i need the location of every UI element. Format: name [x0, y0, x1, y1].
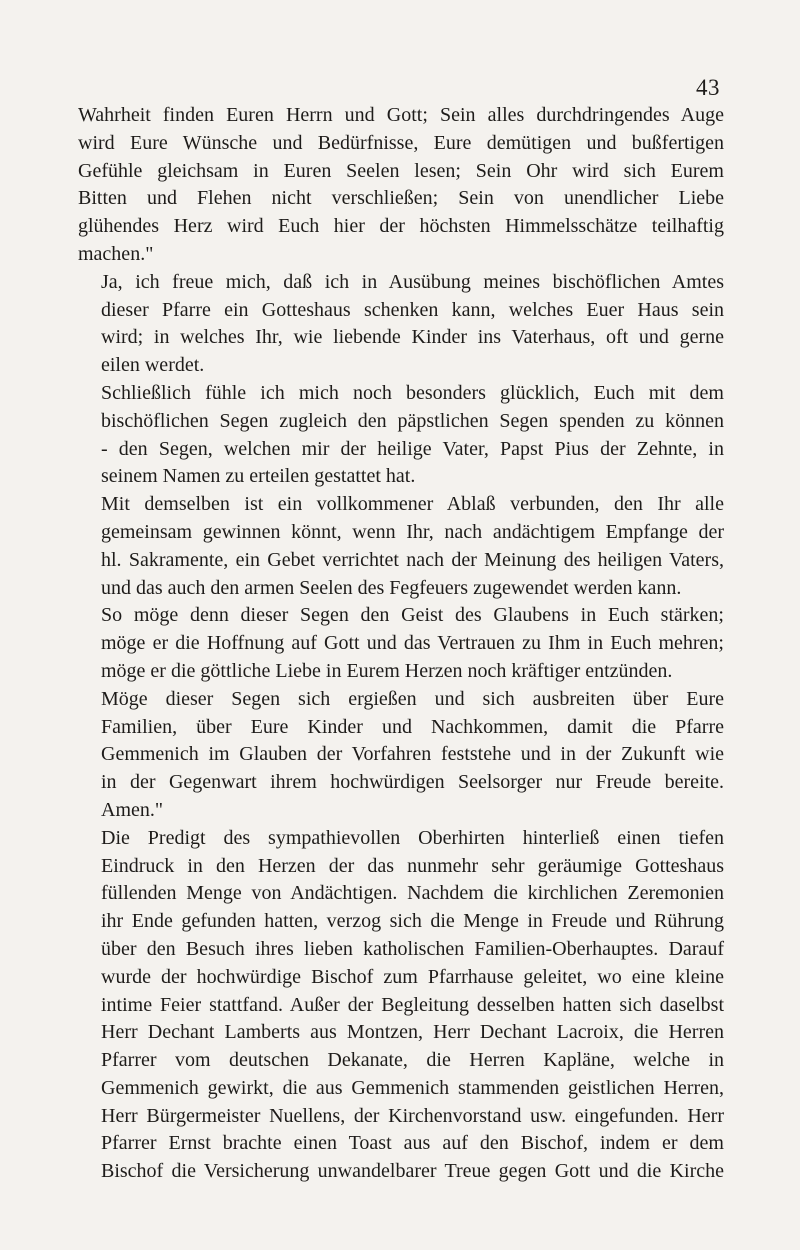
- text-line: Bitten und Flehen nicht verschließen; Sein von unendlicher Liebe: [78, 187, 724, 210]
- paragraph-3: [78, 380, 724, 491]
- text-line: - den Segen, welchen mir der heilige Vater, Papst Pius der Zehnte, in: [101, 437, 724, 460]
- text-line: Bischof die Versicherung unwandelbarer Treue gegen Gott und die Kirche: [101, 1160, 724, 1183]
- text-line: Gemmenich gewirkt, die aus Gemmenich stammenden geistlichen Herren,: [101, 1076, 724, 1099]
- text-line: eilen werdet.: [101, 354, 205, 377]
- text-line: und das auch den armen Seelen des Fegfeuers zugewendet werden kann.: [101, 576, 682, 599]
- text-line: Wahrheit finden Euren Herrn und Gott; Sein alles durchdringendes Auge: [78, 104, 724, 126]
- text-line: Gemmenich im Glauben der Vorfahren feststehe und in der Zukunft wie: [101, 743, 724, 766]
- text-line: Herr Bürgermeister Nuellens, der Kirchenvorstand usw. eingefunden. Herr: [101, 1104, 724, 1127]
- text-line: Familien, über Eure Kinder und Nachkommen, damit die Pfarre: [101, 715, 724, 738]
- paragraph-5: [78, 602, 724, 685]
- paragraph-7: [78, 825, 724, 1186]
- text-line: dieser Pfarre ein Gotteshaus schenken kann, welches Euer Haus sein: [101, 298, 724, 321]
- paragraph-4: [78, 491, 724, 602]
- text-line: Möge dieser Segen sich ergießen und sich ausbreiten über Eure: [101, 687, 724, 710]
- text-line: Amen.": [101, 798, 164, 821]
- text-line: wird Eure Wünsche und Bedürfnisse, Eure demütigen und bußfertigen: [78, 131, 724, 154]
- paragraph-1: [78, 102, 724, 269]
- text-line: Mit demselben ist ein vollkommener Ablaß verbunden, den Ihr alle: [101, 493, 724, 516]
- text-line: seinem Namen zu erteilen gestattet hat.: [101, 465, 416, 488]
- text-line: So möge denn dieser Segen den Geist des Glaubens in Euch stärken;: [101, 604, 724, 627]
- text-line: machen.": [78, 242, 154, 265]
- page-number: 43: [696, 75, 720, 100]
- text-line: möge er die göttliche Liebe in Eurem Herzen noch kräftiger entzünden.: [101, 659, 673, 682]
- text-line: Herr Dechant Lamberts aus Montzen, Herr Dechant Lacroix, die Herren: [101, 1021, 724, 1044]
- text-line: möge er die Hoffnung auf Gott und das Vertrauen zu Ihm in Euch mehren;: [101, 632, 724, 655]
- text-line: Gefühle gleichsam in Euren Seelen lesen; Sein Ohr wird sich Eurem: [78, 159, 724, 182]
- text-line: wird; in welches Ihr, wie liebende Kinder ins Vaterhaus, oft und gerne: [101, 326, 724, 349]
- text-line: hl. Sakramente, ein Gebet verrichtet nach der Meinung des heiligen Vaters,: [101, 548, 724, 571]
- page-text-body: [78, 102, 724, 1186]
- text-line: gemeinsam gewinnen könnt, wenn Ihr, nach andächtigem Empfange der: [101, 520, 724, 543]
- paragraph-2: [78, 269, 724, 380]
- text-line: glühendes Herz wird Euch hier der höchsten Himmelsschätze teilhaftig: [78, 215, 724, 238]
- text-line: Schließlich fühle ich mich noch besonders glücklich, Euch mit dem: [101, 381, 724, 404]
- text-line: füllenden Menge von Andächtigen. Nachdem die kirchlichen Zeremonien: [101, 882, 724, 905]
- text-line: über den Besuch ihres lieben katholischen Familien-Oberhauptes. Darauf: [101, 937, 724, 960]
- text-line: Pfarrer Ernst brachte einen Toast aus auf den Bischof, indem er dem: [101, 1132, 724, 1155]
- text-line: Ja, ich freue mich, daß ich in Ausübung meines bischöflichen Amtes: [101, 270, 724, 293]
- text-line: wurde der hochwürdige Bischof zum Pfarrhause geleitet, wo eine kleine: [101, 965, 724, 988]
- text-line: Eindruck in den Herzen der das nunmehr sehr geräumige Gotteshaus: [101, 854, 724, 877]
- paragraph-6: [78, 686, 724, 825]
- text-line: intime Feier stattfand. Außer der Begleitung desselben hatten sich daselbst: [101, 993, 724, 1016]
- text-line: Die Predigt des sympathievollen Oberhirten hinterließ einen tiefen: [101, 826, 724, 849]
- text-line: bischöflichen Segen zugleich den päpstlichen Segen spenden zu können: [101, 409, 724, 432]
- text-line: Pfarrer vom deutschen Dekanate, die Herren Kapläne, welche in: [101, 1049, 724, 1072]
- text-line: ihr Ende gefunden hatten, verzog sich die Menge in Freude und Rührung: [101, 910, 724, 933]
- text-line: in der Gegenwart ihrem hochwürdigen Seelsorger nur Freude bereite.: [101, 771, 724, 794]
